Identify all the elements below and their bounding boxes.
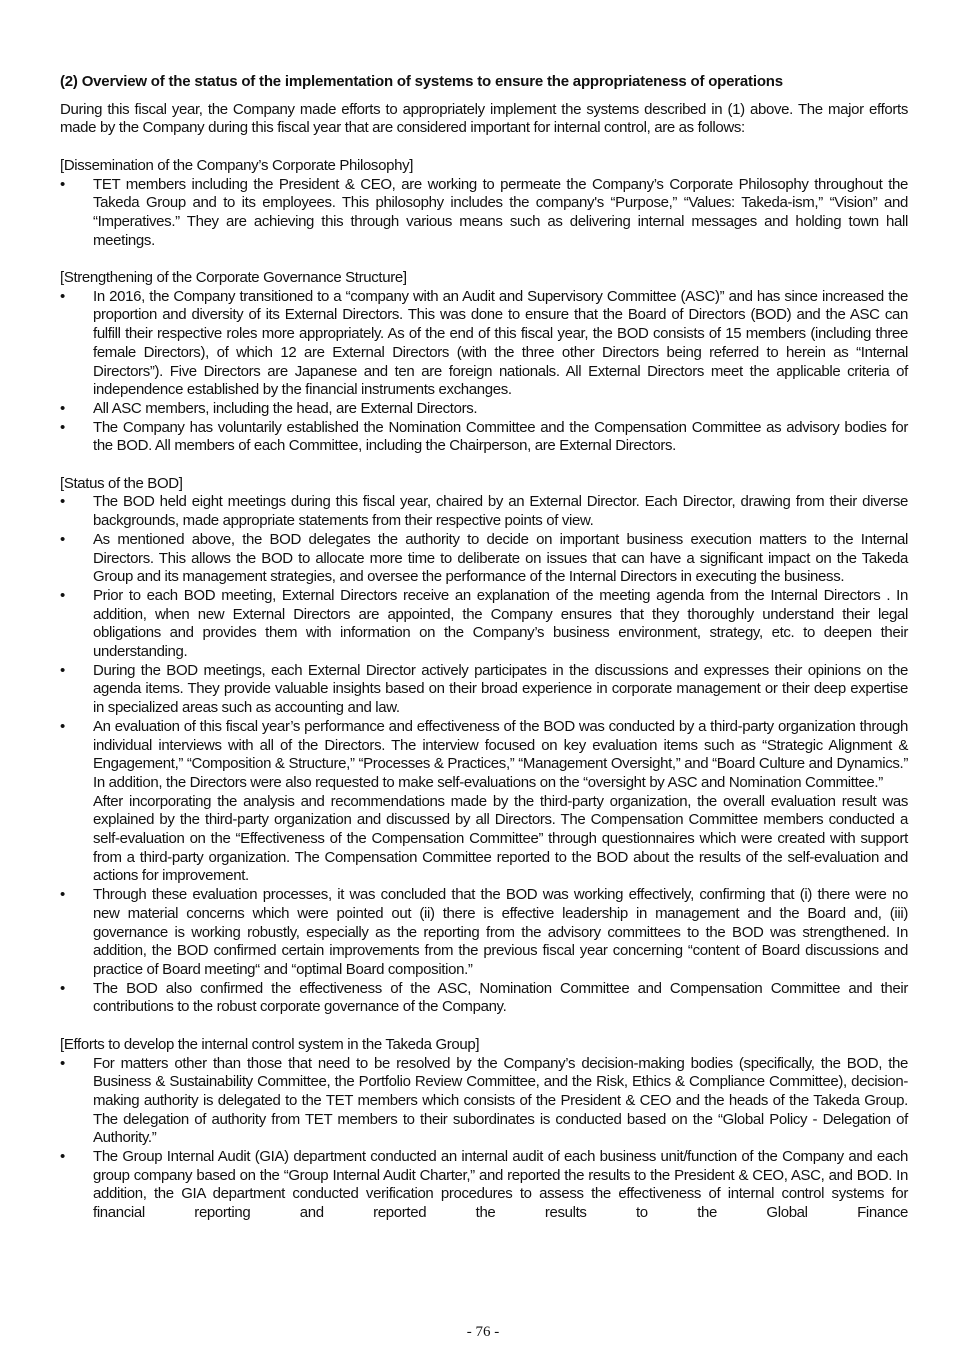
bullet-icon: • [60, 399, 65, 417]
bullet-text: In 2016, the Company transitioned to a “company with an Audit and Supervisory Committee (ASC)” and has since increased the proportion and diversity of its External Directors. This was done to ensure that the Board of Directors (BOD) and the ASC can fulfill their respective roles more appropriately. As of the end of this fiscal year, the BOD consists of 15 members (including three female Directors), of which 12 are External Directors (with the three other Directors being referred to herein as “Internal Directors”). Five Directors are Japanese and ten are foreign nationals. All External Directors meet the applicable criteria of independence established by the financial instruments exchanges. [93, 287, 908, 399]
bullet-text: As mentioned above, the BOD delegates the authority to decide on important business execution matters to the Internal Directors. This allows the BOD to allocate more time to deliberate on issues that can have a significant impact on the Takeda Group and its management strategies, and oversee the performance of the Internal Directors in executing the business. [93, 530, 908, 586]
bullet-text: An evaluation of this fiscal year’s performance and effectiveness of the BOD was conducted by a third-party organization through individual interviews with all of the Directors. The interview focused on key evaluation items such as “Strategic Alignment & Engagement,” “Composition & Structure,” “Processes & Practices,” “Management Oversight,” and “Board Culture and Dynamics.” In addition, the Directors were also requested to make self-evaluations on the “oversight by ASC and Nomination Committee.” [93, 717, 908, 791]
list-item [60, 1148, 908, 1223]
page-number: - 76 - [466, 1324, 500, 1340]
list-item [60, 587, 908, 662]
list-item [60, 288, 908, 400]
list-item [60, 531, 908, 587]
bullet-text: Prior to each BOD meeting, External Directors receive an explanation of the meeting agenda from the Internal Directors . In addition, when new External Directors are appointed, the Company ensures that they thoroughly understand their legal obligations and provides them with information on the Company’s business environment, strategy, etc. to deepen their understanding. [93, 586, 908, 661]
list-item [60, 419, 908, 456]
bullet-list [60, 493, 908, 1017]
document-section [60, 475, 908, 1017]
bullet-text: During the BOD meetings, each External Director actively participates in the discussions and expresses their opinions on the agenda items. They provide valuable insights based on their broad experience in corporate management or their deep expertise in specialized areas such as accounting and law. [93, 661, 908, 717]
bullet-list [60, 288, 908, 456]
list-item [60, 718, 908, 886]
bullet-list [60, 176, 908, 251]
list-item [60, 493, 908, 530]
list-item [60, 176, 908, 251]
section-title: [Dissemination of the Company’s Corporate Philosophy] [60, 156, 414, 174]
document-section [60, 157, 908, 251]
section-title: [Strengthening of the Corporate Governance Structure] [60, 269, 407, 286]
section-title: [Status of the BOD] [60, 474, 183, 492]
intro-paragraph: During this fiscal year, the Company made efforts to appropriately implement the systems described in (1) above. The major efforts made by the Company during this fiscal year that are considered important for internal control, are as follows: [60, 100, 908, 137]
bullet-text: The Company has voluntarily established the Nomination Committee and the Compensation Committee as advisory bodies for the BOD. All members of each Committee, including the Chairperson, are External Directors. [93, 418, 908, 455]
bullet-icon: • [60, 287, 65, 305]
section-title: [Efforts to develop the internal control system in the Takeda Group] [60, 1035, 480, 1053]
list-item [60, 1055, 908, 1149]
bullet-icon: • [60, 717, 65, 735]
document-section [60, 1036, 908, 1223]
document-page [60, 73, 908, 1242]
bullet-icon: • [60, 661, 65, 679]
bullet-icon: • [60, 530, 65, 548]
bullet-icon: • [60, 493, 65, 511]
bullet-icon: • [60, 418, 65, 436]
bullet-icon: • [60, 1148, 65, 1166]
document-section [60, 269, 908, 456]
bullet-icon: • [60, 1054, 65, 1072]
list-item [60, 886, 908, 980]
bullet-icon: • [60, 175, 65, 193]
bullet-list [60, 1055, 908, 1223]
list-item [60, 662, 908, 718]
bullet-text: TET members including the President & CEO, are working to permeate the Company’s Corporate Philosophy throughout the Takeda Group and to its employees. This philosophy includes the company's “Purpose,” “Values: Takeda-ism,” “Vision” and “Imperatives.” They are achieving this through various means such as delivering internal messages and holding town hall meetings. [93, 175, 908, 249]
bullet-icon: • [60, 886, 65, 904]
bullet-text: Through these evaluation processes, it was concluded that the BOD was working effectively, confirming that (i) there were no new material concerns which were pointed out (ii) there is effective leadership in management and the Board and, (iii) governance is working robustly, especially as the reporting from the advisory committees to the BOD was strengthened. In addition, the BOD confirmed certain improvements from the previous fiscal year concerning “content of Board discussions and practice of Board meeting“ and “optimal Board composition.” [93, 886, 908, 978]
list-item [60, 400, 908, 419]
bullet-text: All ASC members, including the head, are External Directors. [93, 399, 478, 417]
list-item [60, 980, 908, 1017]
bullet-text: The BOD also confirmed the effectiveness of the ASC, Nomination Committee and Compensation Committee and their contributions to the robust corporate governance of the Company. [93, 979, 908, 1016]
bullet-icon: • [60, 979, 65, 997]
bullet-text: For matters other than those that need to be resolved by the Company’s decision-making bodies (specifically, the BOD, the Business & Sustainability Committee, the Portfolio Review Committee, and the Risk, Ethics & Compliance Committee), decision-making authority is delegated to the TET members which consists of the President & CEO and the heads of the Takeda Group. The delegation of authority from TET members to their subordinates is conducted based on the “Global Policy - Delegation of Authority.” [93, 1054, 908, 1147]
bullet-text: The Group Internal Audit (GIA) department conducted an internal audit of each business unit/function of the Company and each group company based on the “Group Internal Audit Charter,” and reported the results to the President & CEO, ASC, and BOD. In addition, the GIA department conducted verification procedures to assess the effectiveness of internal control systems for financial reporting and reported the results to the Global Finance [93, 1148, 908, 1222]
bullet-text: After incorporating the analysis and recommendations made by the third-party organization, the overall evaluation result was explained by the third-party organization and discussed by all Directors. The Compensation Committee members conducted a self-evaluation on the “Effectiveness of the Compensation Committee” through questionnaires which were created with support from a third-party organization. The Compensation Committee reported to the BOD about the results of the self-evaluation and actions for improvement. [93, 792, 908, 885]
bullet-icon: • [60, 586, 65, 604]
bullet-text: The BOD held eight meetings during this fiscal year, chaired by an External Director. Each Director, drawing from their diverse backgrounds, made appropriate statements from their respective points of view. [93, 493, 908, 530]
sections-container [60, 157, 908, 1223]
section-heading: (2) Overview of the status of the implementation of systems to ensure the appropriateness of operations [60, 73, 783, 90]
